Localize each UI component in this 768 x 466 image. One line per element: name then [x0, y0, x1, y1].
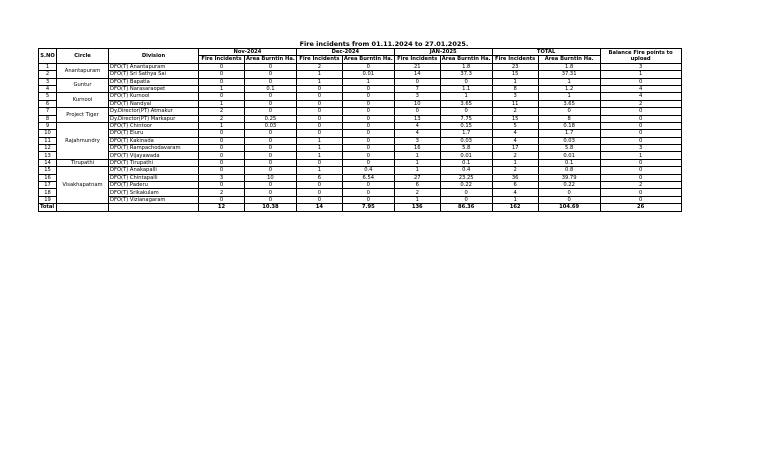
cell-dec-area: 0	[342, 145, 394, 152]
cell-total-fire: 4	[492, 137, 538, 144]
cell-balance: 3	[600, 63, 681, 70]
cell-circle: Rajahmundry	[57, 122, 109, 159]
cell-total-fire: 15	[492, 115, 538, 122]
cell-sno: 12	[39, 145, 57, 152]
cell-dec-fire: 0	[296, 108, 342, 115]
cell-jan-area: 1	[440, 93, 492, 100]
cell-nov-fire: 0	[199, 78, 245, 85]
cell-jan-area: 0.01	[440, 152, 492, 159]
cell-total-fire: 36	[492, 174, 538, 181]
cell-dec-fire: 1	[296, 71, 342, 78]
cell-balance: 0	[600, 189, 681, 196]
cell-jan-fire: 10	[394, 100, 440, 107]
cell-nov-fire: 2	[199, 189, 245, 196]
cell-circle: Anantapuram	[57, 63, 109, 78]
total-balance: 26	[600, 204, 681, 211]
cell-sno: 5	[39, 93, 57, 100]
cell-jan-area: 0	[440, 78, 492, 85]
table-row	[39, 152, 682, 159]
cell-jan-fire: 3	[394, 93, 440, 100]
header-division: Division	[109, 49, 199, 64]
cell-balance: 0	[600, 78, 681, 85]
cell-jan-fire: 1	[394, 167, 440, 174]
cell-nov-area: 10	[245, 174, 297, 181]
cell-total-fire: 11	[492, 100, 538, 107]
cell-jan-area: 37.3	[440, 71, 492, 78]
cell-total-area: 0	[538, 108, 600, 115]
cell-total-area: 1	[538, 78, 600, 85]
cell-sno: 18	[39, 189, 57, 196]
cell-balance: 3	[600, 145, 681, 152]
cell-circle: Project Tiger	[57, 108, 109, 123]
cell-total-area: 1.2	[538, 85, 600, 92]
cell-dec-area: 0	[342, 137, 394, 144]
table-row	[39, 71, 682, 78]
cell-jan-fire: 4	[394, 122, 440, 129]
cell-nov-area: 0	[245, 63, 297, 70]
cell-dec-fire: 0	[296, 196, 342, 203]
cell-sno: 13	[39, 152, 57, 159]
cell-dec-area: 0	[342, 152, 394, 159]
total-total-area: 104.69	[538, 204, 600, 211]
cell-total-fire: 2	[492, 167, 538, 174]
cell-dec-fire: 0	[296, 130, 342, 137]
cell-balance: 0	[600, 130, 681, 137]
cell-sno: 3	[39, 78, 57, 85]
cell-jan-area: 0	[440, 108, 492, 115]
cell-dec-fire: 1	[296, 167, 342, 174]
total-label: Total	[39, 204, 57, 211]
cell-dec-fire: 0	[296, 93, 342, 100]
total-division-empty	[109, 204, 199, 211]
cell-jan-area: 7.75	[440, 115, 492, 122]
total-dec-area: 7.95	[342, 204, 394, 211]
cell-jan-area: 0	[440, 196, 492, 203]
cell-dec-fire: 1	[296, 152, 342, 159]
cell-jan-area: 0.4	[440, 167, 492, 174]
cell-dec-area: 0	[342, 130, 394, 137]
cell-jan-fire: 1	[394, 159, 440, 166]
cell-total-fire: 17	[492, 145, 538, 152]
cell-jan-fire: 1	[394, 196, 440, 203]
cell-dec-fire: 1	[296, 78, 342, 85]
cell-balance: 0	[600, 159, 681, 166]
cell-total-area: 1.8	[538, 63, 600, 70]
cell-division: DFO(T) Vijayawada	[109, 152, 199, 159]
cell-dec-fire: 0	[296, 122, 342, 129]
cell-nov-fire: 0	[199, 63, 245, 70]
subheader-fire-incidents: Fire Incidents	[492, 56, 538, 63]
cell-nov-area: 0	[245, 130, 297, 137]
table-row	[39, 93, 682, 100]
cell-total-fire: 6	[492, 182, 538, 189]
cell-nov-fire: 0	[199, 182, 245, 189]
cell-nov-fire: 0	[199, 93, 245, 100]
cell-sno: 6	[39, 100, 57, 107]
cell-dec-area: 0	[342, 196, 394, 203]
cell-nov-area: 0	[245, 108, 297, 115]
cell-nov-fire: 0	[199, 71, 245, 78]
report-title: Fire incidents from 01.11.2024 to 27.01.2025.	[299, 40, 469, 48]
cell-total-area: 0	[538, 196, 600, 203]
cell-dec-area: 0	[342, 63, 394, 70]
cell-nov-area: 0	[245, 145, 297, 152]
cell-jan-fire: 21	[394, 63, 440, 70]
cell-dec-area: 0.01	[342, 71, 394, 78]
cell-sno: 4	[39, 85, 57, 92]
cell-division: DFO(T) Anakapalli	[109, 167, 199, 174]
cell-balance: 2	[600, 182, 681, 189]
cell-jan-fire: 1	[394, 152, 440, 159]
cell-balance: 0	[600, 174, 681, 181]
cell-total-area: 0.18	[538, 122, 600, 129]
cell-total-fire: 1	[492, 78, 538, 85]
cell-division: DFO(T) Narasaraopet	[109, 85, 199, 92]
cell-total-area: 3.65	[538, 100, 600, 107]
cell-nov-area: 0	[245, 71, 297, 78]
cell-division: DFO(T) Vizianagaram	[109, 196, 199, 203]
cell-total-area: 0.03	[538, 137, 600, 144]
cell-jan-area: 0.1	[440, 159, 492, 166]
cell-division: Dy.Director(PT) Atmakur	[109, 108, 199, 115]
cell-jan-area: 0.03	[440, 137, 492, 144]
cell-total-area: 0.22	[538, 182, 600, 189]
cell-total-fire: 2	[492, 152, 538, 159]
table-row	[39, 189, 682, 196]
cell-nov-area: 0	[245, 196, 297, 203]
cell-jan-area: 0.22	[440, 182, 492, 189]
cell-jan-area: 1.8	[440, 63, 492, 70]
cell-jan-area: 23.25	[440, 174, 492, 181]
cell-division: DFO(T) Bapatla	[109, 78, 199, 85]
cell-division: DFO(T) Eluru	[109, 130, 199, 137]
table-row	[39, 130, 682, 137]
cell-nov-area: 0	[245, 78, 297, 85]
cell-nov-fire: 0	[199, 145, 245, 152]
header-jan-2025: JAN-2025	[394, 49, 492, 56]
cell-total-fire: 2	[492, 108, 538, 115]
cell-division: DFO(T) Rampachodavaram	[109, 145, 199, 152]
cell-dec-area: 0	[342, 85, 394, 92]
cell-circle: Kurnool	[57, 93, 109, 108]
header-nov-2024: Nov-2024	[199, 49, 297, 56]
cell-total-area: 0.01	[538, 152, 600, 159]
header-dec-2024: Dec-2024	[296, 49, 394, 56]
total-jan-area: 86.36	[440, 204, 492, 211]
table-row	[39, 100, 682, 107]
cell-balance: 4	[600, 85, 681, 92]
cell-dec-fire: 0	[296, 189, 342, 196]
cell-balance: 0	[600, 137, 681, 144]
cell-total-area: 1.7	[538, 130, 600, 137]
cell-nov-area: 0	[245, 182, 297, 189]
cell-nov-fire: 1	[199, 122, 245, 129]
table-row	[39, 137, 682, 144]
cell-dec-area: 0	[342, 159, 394, 166]
cell-balance: 0	[600, 108, 681, 115]
total-nov-fire: 12	[199, 204, 245, 211]
cell-sno: 16	[39, 174, 57, 181]
cell-dec-fire: 2	[296, 63, 342, 70]
cell-balance: 4	[600, 93, 681, 100]
cell-nov-area: 0.03	[245, 122, 297, 129]
cell-nov-area: 0	[245, 167, 297, 174]
cell-jan-area: 0	[440, 189, 492, 196]
cell-jan-fire: 27	[394, 174, 440, 181]
header-balance: Balance Fire points to upload	[600, 49, 681, 64]
table-row	[39, 78, 682, 85]
cell-circle: Tirupathi	[57, 159, 109, 166]
cell-nov-fire: 0	[199, 130, 245, 137]
table-row	[39, 174, 682, 181]
cell-dec-area: 0	[342, 182, 394, 189]
cell-total-area: 1	[538, 93, 600, 100]
cell-sno: 15	[39, 167, 57, 174]
cell-jan-fire: 13	[394, 115, 440, 122]
cell-balance: 0	[600, 115, 681, 122]
cell-nov-area: 0	[245, 137, 297, 144]
subheader-fire-incidents: Fire Incidents	[296, 56, 342, 63]
subheader-area-burnt: Area Burntin Ha.	[343, 56, 393, 63]
cell-jan-fire: 0	[394, 108, 440, 115]
table-row	[39, 85, 682, 92]
cell-nov-area: 0	[245, 100, 297, 107]
cell-total-fire: 1	[492, 196, 538, 203]
cell-nov-area: 0	[245, 189, 297, 196]
cell-nov-fire: 3	[199, 174, 245, 181]
cell-circle: Visakhapatnam	[57, 167, 109, 204]
fire-incidents-table	[38, 48, 682, 212]
cell-dec-area: 0.4	[342, 167, 394, 174]
table-row	[39, 167, 682, 174]
cell-jan-area: 1.7	[440, 130, 492, 137]
cell-dec-area: 0	[342, 115, 394, 122]
header-total: TOTAL	[492, 49, 600, 56]
cell-total-area: 0.1	[538, 159, 600, 166]
cell-total-fire: 1	[492, 159, 538, 166]
cell-division: DFO(T) Anantapuram	[109, 63, 199, 70]
subheader-fire-incidents: Fire Incidents	[394, 56, 440, 63]
cell-division: DFO(T) Sri Sathya Sai	[109, 71, 199, 78]
cell-nov-area: 0	[245, 152, 297, 159]
header-circle: Circle	[57, 49, 109, 64]
cell-nov-area: 0	[245, 93, 297, 100]
cell-sno: 7	[39, 108, 57, 115]
cell-total-area: 5.8	[538, 145, 600, 152]
cell-jan-fire: 16	[394, 145, 440, 152]
cell-sno: 2	[39, 71, 57, 78]
cell-total-fire: 15	[492, 71, 538, 78]
cell-nov-fire: 0	[199, 137, 245, 144]
cell-division: DFO(T) Tirupathi	[109, 159, 199, 166]
cell-dec-fire: 0	[296, 182, 342, 189]
total-nov-area: 10.38	[245, 204, 297, 211]
table-body	[39, 63, 682, 211]
cell-division: DFO(T) Kurnool	[109, 93, 199, 100]
subheader-area-burnt: Area Burntin Ha.	[246, 56, 295, 63]
cell-jan-fire: 6	[394, 182, 440, 189]
cell-jan-fire: 2	[394, 189, 440, 196]
total-row	[39, 204, 682, 211]
cell-jan-fire: 4	[394, 130, 440, 137]
cell-sno: 17	[39, 182, 57, 189]
cell-nov-fire: 0	[199, 152, 245, 159]
cell-sno: 9	[39, 122, 57, 129]
cell-nov-fire: 0	[199, 159, 245, 166]
cell-total-fire: 3	[492, 93, 538, 100]
cell-dec-fire: 1	[296, 137, 342, 144]
cell-dec-area: 0	[342, 93, 394, 100]
cell-balance: 0	[600, 122, 681, 129]
cell-total-fire: 4	[492, 189, 538, 196]
cell-dec-area: 1	[342, 78, 394, 85]
cell-division: Dy.Director(PT) Markapur	[109, 115, 199, 122]
cell-total-fire: 5	[492, 122, 538, 129]
cell-dec-area: 0	[342, 122, 394, 129]
table-row	[39, 122, 682, 129]
cell-dec-fire: 0	[296, 115, 342, 122]
cell-jan-fire: 14	[394, 71, 440, 78]
cell-balance: 0	[600, 167, 681, 174]
table-row	[39, 115, 682, 122]
cell-total-area: 37.31	[538, 71, 600, 78]
cell-sno: 19	[39, 196, 57, 203]
cell-total-fire: 23	[492, 63, 538, 70]
cell-dec-fire: 0	[296, 100, 342, 107]
subheader-fire-incidents: Fire Incidents	[199, 56, 245, 63]
cell-sno: 14	[39, 159, 57, 166]
cell-dec-fire: 1	[296, 145, 342, 152]
cell-dec-area: 0	[342, 108, 394, 115]
table-row	[39, 63, 682, 70]
cell-total-fire: 4	[492, 130, 538, 137]
cell-balance: 2	[600, 100, 681, 107]
cell-division: DFO(T) Srikakulam	[109, 189, 199, 196]
cell-jan-area: 1.1	[440, 85, 492, 92]
table-row	[39, 145, 682, 152]
cell-balance: 1	[600, 152, 681, 159]
subheader-area-burnt: Area Burntin Ha.	[441, 56, 491, 63]
cell-sno: 11	[39, 137, 57, 144]
cell-nov-fire: 1	[199, 85, 245, 92]
cell-dec-area: 0	[342, 100, 394, 107]
cell-nov-fire: 2	[199, 108, 245, 115]
header-sno: S.NO	[39, 49, 57, 64]
cell-division: DFO(T) Chintapalli	[109, 174, 199, 181]
cell-total-fire: 8	[492, 85, 538, 92]
cell-nov-area: 0	[245, 159, 297, 166]
total-total-fire: 162	[492, 204, 538, 211]
cell-jan-area: 5.8	[440, 145, 492, 152]
cell-dec-fire: 0	[296, 159, 342, 166]
total-jan-fire: 136	[394, 204, 440, 211]
cell-sno: 10	[39, 130, 57, 137]
cell-jan-fire: 3	[394, 137, 440, 144]
cell-total-area: 0	[538, 189, 600, 196]
table-row	[39, 182, 682, 189]
cell-balance: 1	[600, 71, 681, 78]
subheader-area-burnt: Area Burntin Ha.	[538, 56, 600, 63]
cell-dec-area: 6.54	[342, 174, 394, 181]
cell-nov-fire: 1	[199, 100, 245, 107]
cell-total-area: 39.79	[538, 174, 600, 181]
cell-division: DFO(T) Nandyal	[109, 100, 199, 107]
cell-balance: 0	[600, 196, 681, 203]
cell-sno: 8	[39, 115, 57, 122]
cell-nov-area: 0.1	[245, 85, 297, 92]
cell-division: DFO(T) Kakinada	[109, 137, 199, 144]
cell-jan-fire: 0	[394, 78, 440, 85]
cell-nov-area: 0.25	[245, 115, 297, 122]
cell-sno: 1	[39, 63, 57, 70]
cell-jan-area: 0.15	[440, 122, 492, 129]
cell-division: DFO(T) Chintoor	[109, 122, 199, 129]
cell-dec-area: 0	[342, 189, 394, 196]
cell-dec-fire: 6	[296, 174, 342, 181]
table-row	[39, 108, 682, 115]
table-row	[39, 196, 682, 203]
total-circle-empty	[57, 204, 109, 211]
cell-circle: Guntur	[57, 78, 109, 93]
cell-total-area: 8	[538, 115, 600, 122]
cell-nov-fire: 2	[199, 115, 245, 122]
cell-nov-fire: 0	[199, 196, 245, 203]
cell-jan-area: 3.65	[440, 100, 492, 107]
cell-jan-fire: 7	[394, 85, 440, 92]
cell-division: DFO(T) Paderu	[109, 182, 199, 189]
total-dec-fire: 14	[296, 204, 342, 211]
cell-dec-fire: 0	[296, 85, 342, 92]
cell-total-area: 0.8	[538, 167, 600, 174]
cell-nov-fire: 0	[199, 167, 245, 174]
table-row	[39, 159, 682, 166]
